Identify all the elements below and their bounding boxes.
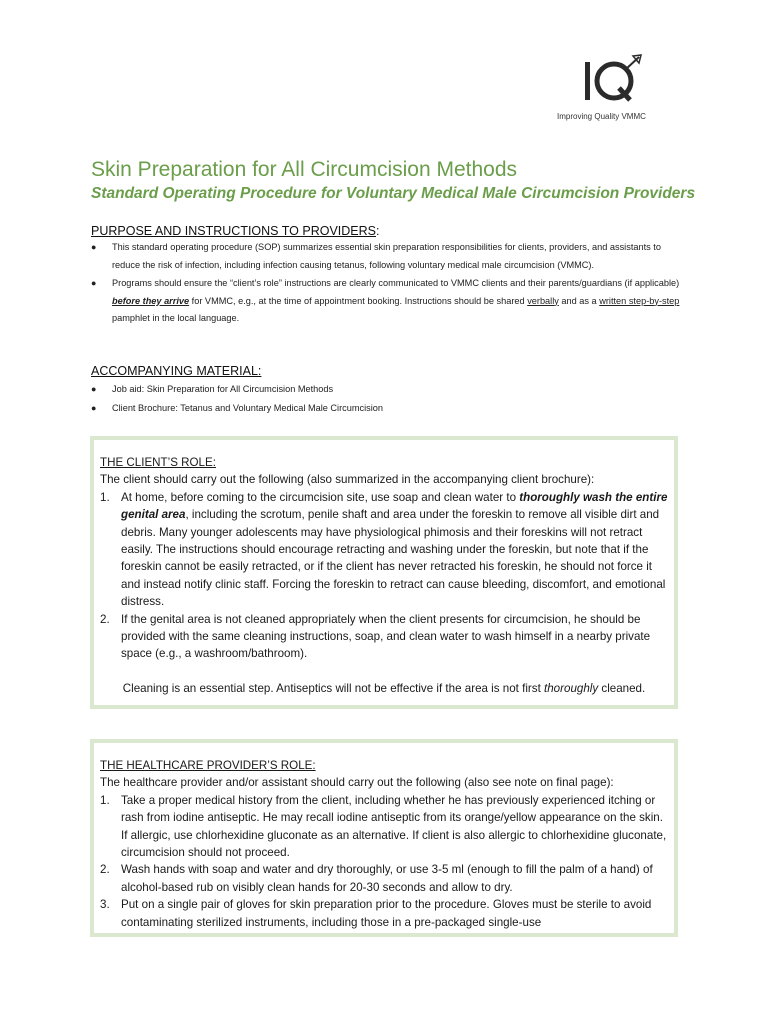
purpose-bullet-2-emphasis: before they arrive: [112, 295, 190, 306]
provider-item-2-text: Wash hands with soap and water and dry thoroughly, or use 3-5 ml (enough to fill the palm of a hand) of alcohol-based rub on visibly clean hands for 20-30 seconds and allow to dry.: [121, 863, 653, 894]
client-item-1-part2: , including the scrotum, penile shaft and area under the foreskin to remove all visible dirt and debris. Many younger adolescents may have physiological phimosis and their foreskins will not retract easily. The instructions should encourage retracting and washing under the foreskin, but note that if the foreskin cannot be easily retracted, or if the client has never retracted his foreskin, he should not force it and instead notify clinic staff. Forcing the foreskin to retract can cause bleeding, discomfort, and emotional distress.: [121, 508, 666, 609]
list-item: [100, 792, 668, 862]
purpose-heading: [91, 224, 380, 238]
list-item: [100, 489, 668, 611]
accompanying-item-1: Job aid: Skin Preparation for All Circumcision Methods: [112, 384, 334, 394]
accompanying-heading: [91, 364, 261, 378]
provider-item-1-text: Take a proper medical history from the client, including whether he has previously experienced itching or rash from iodine antiseptic. He may recall iodine antiseptic from its orange/yellow appearance on the skin. If allergic, use chlorhexidine gluconate as an alternative. If client is also allergic to chlorhexidine gluconate, circumcision should not proceed.: [121, 793, 667, 860]
list-item: [91, 400, 681, 418]
list-number: 2.: [100, 612, 110, 626]
client-role-heading: THE CLIENT’S ROLE:: [100, 456, 216, 469]
list-item: [91, 381, 681, 399]
list-item: [100, 611, 668, 663]
bullet-icon: ●: [91, 402, 97, 413]
document-title: Skin Preparation for All Circumcision Methods: [91, 158, 518, 181]
iq-logo-mark: [581, 54, 651, 106]
bullet-icon: ●: [91, 278, 97, 288]
purpose-bullet-1: This standard operating procedure (SOP) summarizes essential skin preparation responsibilities for clients, providers, and assistants to reduce the risk of infection, including infection causing tetanus, following voluntary medical male circumcision (VMMC).: [112, 242, 661, 270]
accompanying-heading-text: ACCOMPANYING MATERIAL:: [91, 364, 262, 378]
provider-role-list: [100, 792, 668, 931]
cleaning-note-emphasis: thoroughly: [544, 681, 599, 695]
document-subtitle: Standard Operating Procedure for Voluntary Medical Male Circumcision Providers: [91, 185, 696, 202]
client-role-list: [100, 489, 668, 663]
purpose-bullet-2-verbally: verbally: [527, 295, 559, 306]
list-item: [100, 861, 668, 896]
purpose-bullet-2-part1: Programs should ensure the “client’s role” instructions are clearly communicated to VMMC clients and their parents/guardians (if applicable): [112, 278, 680, 288]
iq-logo: [555, 52, 675, 127]
provider-item-3-text: Put on a single pair of gloves for skin preparation prior to the procedure. Gloves must be sterile to avoid contaminating sterilized instruments, including those in a pre-packaged single-use: [121, 898, 652, 929]
provider-role-intro: The healthcare provider and/or assistant should carry out the following (also see note on final page):: [100, 776, 614, 790]
bullet-icon: ●: [91, 384, 97, 394]
list-number: 2.: [100, 863, 110, 877]
provider-role-box: [90, 739, 678, 937]
purpose-bullet-2-written: written step-by-step: [599, 295, 680, 306]
client-item-1-part1: At home, before coming to the circumcision site, use soap and clean water to: [121, 490, 520, 504]
bullet-icon: ●: [91, 242, 97, 252]
list-item: [91, 239, 681, 274]
cleaning-note: [100, 680, 668, 697]
list-item: [100, 896, 668, 931]
accompanying-list: [91, 381, 681, 418]
purpose-bullet-2-part2: for VMMC, e.g., at the time of appointment booking. Instructions should be shared: [189, 295, 528, 306]
purpose-list: [91, 239, 681, 329]
purpose-bullet-2-part4: pamphlet in the local language.: [112, 313, 240, 323]
cleaning-note-part2: cleaned.: [598, 681, 646, 695]
list-item: [91, 275, 681, 328]
purpose-heading-colon: :: [376, 224, 380, 238]
list-number: 1.: [100, 793, 110, 807]
purpose-bullet-2-part3: and as a: [558, 295, 600, 306]
purpose-heading-text: PURPOSE AND INSTRUCTIONS TO PROVIDERS: [91, 224, 377, 238]
list-number: 1.: [100, 490, 110, 504]
client-role-intro: The client should carry out the following (also summarized in the accompanying client brochure):: [100, 473, 595, 487]
client-role-box: [90, 436, 678, 709]
logo-tagline: Improving Quality VMMC: [557, 112, 646, 121]
provider-role-heading: THE HEALTHCARE PROVIDER’S ROLE:: [100, 759, 316, 772]
cleaning-note-part1: Cleaning is an essential step. Antiseptics will not be effective if the area is not first: [122, 681, 545, 695]
list-number: 3.: [100, 898, 110, 912]
accompanying-item-2: Client Brochure: Tetanus and Voluntary Medical Male Circumcision: [112, 402, 383, 413]
client-item-2-text: If the genital area is not cleaned appropriately when the client presents for circumcision, he should be provided with the same cleaning instructions, soap, and clean water to wash himself in a nearby private space (e.g., a washroom/bathroom).: [121, 612, 651, 661]
client-item-1-emphasis: thoroughly wash the entire genital area: [121, 490, 668, 522]
